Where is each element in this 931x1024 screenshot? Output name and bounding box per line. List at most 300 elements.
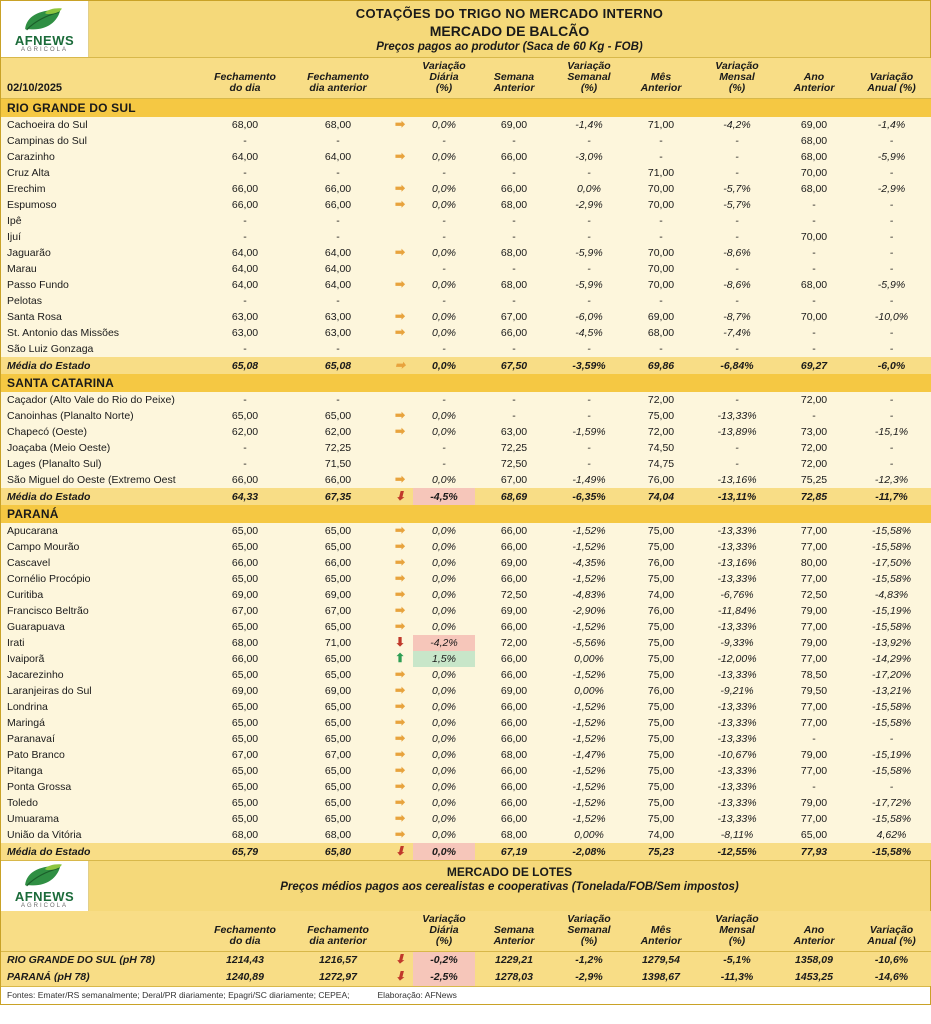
cell-month-prev: 71,00 xyxy=(625,117,697,133)
table-row xyxy=(1,229,931,245)
cell-monthly-var: -9,21% xyxy=(697,683,777,699)
cell-week-prev: 68,00 xyxy=(475,245,553,261)
cell-close-today: 65,00 xyxy=(201,811,289,827)
arrow-flat-icon: ➡ xyxy=(394,181,406,195)
cell-monthly-var: -13,33% xyxy=(697,715,777,731)
cell-annual-var: -5,9% xyxy=(851,149,931,165)
cell-daily-var: -0,2% xyxy=(413,952,475,969)
brand-name-secondary: AFNEWS xyxy=(14,889,75,904)
table-row xyxy=(1,747,931,763)
row-city: Caçador (Alto Vale do Rio do Peixe) xyxy=(1,392,201,408)
column-header-row xyxy=(1,58,931,99)
cell-annual-var: - xyxy=(851,245,931,261)
cell-month-prev: 75,00 xyxy=(625,763,697,779)
table-row xyxy=(1,181,931,197)
cell-year-prev: 78,50 xyxy=(777,667,851,683)
cell-year-prev: - xyxy=(777,213,851,229)
cell-annual-var: -13,21% xyxy=(851,683,931,699)
lotes-titles xyxy=(89,861,930,911)
cell-close-prev: 65,00 xyxy=(289,763,387,779)
cell-month-prev: - xyxy=(625,133,697,149)
cell-month-prev: 76,00 xyxy=(625,603,697,619)
cell-close-prev: 68,00 xyxy=(289,827,387,843)
footer-elaboration: Elaboração: AFNews xyxy=(377,989,457,1000)
arrow-flat-icon: ➡ xyxy=(394,277,406,291)
table-row xyxy=(1,341,931,357)
cell-week-prev: 72,50 xyxy=(475,587,553,603)
table-row xyxy=(1,245,931,261)
cell-year-prev: - xyxy=(777,197,851,213)
row-label: Média do Estado xyxy=(1,357,201,374)
cell-month-prev: - xyxy=(625,213,697,229)
cell-monthly-var: - xyxy=(697,456,777,472)
row-city: Ivaiporã xyxy=(1,651,201,667)
row-label: RIO GRANDE DO SUL (pH 78) xyxy=(1,952,201,969)
arrow-flat-icon: ➡ xyxy=(394,827,406,841)
cell-week-prev: 69,00 xyxy=(475,555,553,571)
cell-weekly-var: -3,0% xyxy=(553,149,625,165)
cell-monthly-var: -6,84% xyxy=(697,357,777,374)
cell-close-prev: 65,00 xyxy=(289,651,387,667)
cell-month-prev: - xyxy=(625,293,697,309)
cell-close-prev: 65,00 xyxy=(289,731,387,747)
col-annual-var: Variação Anual (%) xyxy=(851,911,931,952)
cell-month-prev: 74,00 xyxy=(625,587,697,603)
table-row xyxy=(1,277,931,293)
table-row xyxy=(1,440,931,456)
cell-annual-var: - xyxy=(851,341,931,357)
row-city: Cachoeira do Sul xyxy=(1,117,201,133)
cell-weekly-var: -2,9% xyxy=(553,197,625,213)
cell-daily-var: - xyxy=(413,165,475,181)
cell-year-prev: 77,93 xyxy=(777,843,851,860)
cell-month-prev: 75,00 xyxy=(625,811,697,827)
cell-trend xyxy=(387,341,413,357)
cell-close-prev: 66,00 xyxy=(289,472,387,488)
cell-week-prev: 67,00 xyxy=(475,309,553,325)
cell-close-today: 62,00 xyxy=(201,424,289,440)
cell-month-prev: - xyxy=(625,149,697,165)
table-row xyxy=(1,683,931,699)
table-row xyxy=(1,133,931,149)
row-label: Média do Estado xyxy=(1,843,201,860)
cell-annual-var: - xyxy=(851,440,931,456)
cell-daily-var: 0,0% xyxy=(413,325,475,341)
cell-daily-var: 0,0% xyxy=(413,603,475,619)
cell-close-prev: 1272,97 xyxy=(289,969,387,986)
cell-month-prev: 72,00 xyxy=(625,392,697,408)
col-week-prev: Semana Anterior xyxy=(475,58,553,99)
cell-trend xyxy=(387,117,413,133)
row-city: Paranavaí xyxy=(1,731,201,747)
table-row xyxy=(1,795,931,811)
cell-weekly-var: - xyxy=(553,392,625,408)
row-city: Cruz Alta xyxy=(1,165,201,181)
cell-monthly-var: -13,33% xyxy=(697,811,777,827)
cell-month-prev: 75,00 xyxy=(625,667,697,683)
cell-daily-var: -2,5% xyxy=(413,969,475,986)
table-row xyxy=(1,699,931,715)
cell-weekly-var: 0,00% xyxy=(553,651,625,667)
cell-close-today: 65,00 xyxy=(201,619,289,635)
col-year-prev: Ano Anterior xyxy=(777,911,851,952)
cell-year-prev: 72,00 xyxy=(777,440,851,456)
footer-sources: Fontes: Emater/RS semanalmente; Deral/PR diariamente; Epagri/SC diariamente; CEPEA; xyxy=(7,989,350,1000)
row-city: Pelotas xyxy=(1,293,201,309)
cell-year-prev: 68,00 xyxy=(777,181,851,197)
cell-annual-var: - xyxy=(851,165,931,181)
cell-annual-var: - xyxy=(851,293,931,309)
cell-close-today: - xyxy=(201,133,289,149)
cell-weekly-var: -2,08% xyxy=(553,843,625,860)
cell-close-prev: 65,00 xyxy=(289,539,387,555)
cell-trend xyxy=(387,843,413,860)
cell-week-prev: 68,00 xyxy=(475,827,553,843)
cell-daily-var: 0,0% xyxy=(413,827,475,843)
row-city: Londrina xyxy=(1,699,201,715)
cell-week-prev: 69,00 xyxy=(475,683,553,699)
cell-weekly-var: -4,35% xyxy=(553,555,625,571)
region-name: RIO GRANDE DO SUL xyxy=(1,99,931,118)
row-city: Ijuí xyxy=(1,229,201,245)
cell-week-prev: 1229,21 xyxy=(475,952,553,969)
arrow-up-icon: ⬆ xyxy=(394,651,406,665)
arrow-flat-icon: ➡ xyxy=(394,763,406,777)
region-header-row xyxy=(1,374,931,392)
cell-month-prev: 75,23 xyxy=(625,843,697,860)
cell-weekly-var: -6,35% xyxy=(553,488,625,505)
cell-month-prev: 76,00 xyxy=(625,683,697,699)
cell-annual-var: -15,58% xyxy=(851,811,931,827)
cell-annual-var: -15,58% xyxy=(851,699,931,715)
cell-trend xyxy=(387,472,413,488)
cell-year-prev: 77,00 xyxy=(777,571,851,587)
arrow-flat-icon: ➡ xyxy=(394,811,406,825)
cell-daily-var: - xyxy=(413,261,475,277)
column-header-row xyxy=(1,911,931,952)
cell-close-today: - xyxy=(201,440,289,456)
cell-monthly-var: - xyxy=(697,133,777,149)
cell-year-prev: 79,00 xyxy=(777,747,851,763)
cell-trend xyxy=(387,245,413,261)
cell-week-prev: 67,19 xyxy=(475,843,553,860)
cell-week-prev: 68,00 xyxy=(475,197,553,213)
cell-week-prev: 66,00 xyxy=(475,715,553,731)
cell-monthly-var: -11,3% xyxy=(697,969,777,986)
cell-monthly-var: -7,4% xyxy=(697,325,777,341)
cell-annual-var: -1,4% xyxy=(851,117,931,133)
table-row xyxy=(1,293,931,309)
arrow-flat-icon: ➡ xyxy=(394,795,406,809)
cell-weekly-var: -1,52% xyxy=(553,619,625,635)
cell-close-today: 66,00 xyxy=(201,555,289,571)
cell-annual-var: - xyxy=(851,197,931,213)
cell-close-prev: 64,00 xyxy=(289,245,387,261)
cell-weekly-var: - xyxy=(553,341,625,357)
cell-daily-var: 0,0% xyxy=(413,472,475,488)
cell-monthly-var: -13,33% xyxy=(697,571,777,587)
cell-close-prev: 69,00 xyxy=(289,683,387,699)
cell-month-prev: 75,00 xyxy=(625,715,697,731)
arrow-flat-icon: ➡ xyxy=(394,587,406,601)
cell-daily-var: 0,0% xyxy=(413,181,475,197)
table-row xyxy=(1,571,931,587)
arrow-flat-icon: ➡ xyxy=(394,699,406,713)
cell-close-today: 68,00 xyxy=(201,635,289,651)
brand-logo xyxy=(1,1,89,57)
cell-year-prev: 1453,25 xyxy=(777,969,851,986)
arrow-down-icon: ⬇ xyxy=(394,843,406,858)
col-monthly-var: Variação Mensal (%) xyxy=(697,911,777,952)
cell-daily-var: 0,0% xyxy=(413,731,475,747)
cell-annual-var: - xyxy=(851,133,931,149)
cell-close-prev: 66,00 xyxy=(289,555,387,571)
cell-trend xyxy=(387,456,413,472)
cell-close-prev: 67,35 xyxy=(289,488,387,505)
cell-close-today: - xyxy=(201,229,289,245)
cell-week-prev: 66,00 xyxy=(475,699,553,715)
cell-monthly-var: -13,33% xyxy=(697,523,777,539)
cell-weekly-var: -1,52% xyxy=(553,779,625,795)
cell-annual-var: - xyxy=(851,325,931,341)
cell-weekly-var: -5,9% xyxy=(553,245,625,261)
cell-close-today: - xyxy=(201,341,289,357)
cell-close-today: 66,00 xyxy=(201,197,289,213)
cell-month-prev: 75,00 xyxy=(625,731,697,747)
cell-monthly-var: -5,7% xyxy=(697,197,777,213)
cell-close-prev: 65,08 xyxy=(289,357,387,374)
brand-tagline-secondary: AGRICOLA xyxy=(20,903,68,909)
cell-week-prev: 66,00 xyxy=(475,731,553,747)
arrow-flat-icon: ➡ xyxy=(394,555,406,569)
cell-daily-var: 0,0% xyxy=(413,699,475,715)
report-titles xyxy=(89,1,930,57)
table-row xyxy=(1,325,931,341)
report-title-main: COTAÇÕES DO TRIGO NO MERCADO INTERNO xyxy=(355,6,664,21)
cell-year-prev: 77,00 xyxy=(777,715,851,731)
cell-annual-var: -15,58% xyxy=(851,571,931,587)
lotes-title-main: MERCADO DE LOTES xyxy=(446,865,573,879)
arrow-flat-icon: ➡ xyxy=(394,731,406,745)
state-average-row xyxy=(1,357,931,374)
table-row xyxy=(1,731,931,747)
cell-monthly-var: -4,2% xyxy=(697,117,777,133)
cell-week-prev: 66,00 xyxy=(475,181,553,197)
row-city: Campinas do Sul xyxy=(1,133,201,149)
cell-weekly-var: -1,52% xyxy=(553,699,625,715)
cell-monthly-var: - xyxy=(697,149,777,165)
brand-logo-secondary xyxy=(1,861,89,911)
arrow-down-icon: ⬇ xyxy=(394,952,406,967)
cell-month-prev: 75,00 xyxy=(625,651,697,667)
cell-trend xyxy=(387,261,413,277)
cell-annual-var: - xyxy=(851,731,931,747)
cell-week-prev: 66,00 xyxy=(475,651,553,667)
cell-monthly-var: - xyxy=(697,392,777,408)
table-row xyxy=(1,667,931,683)
cell-weekly-var: - xyxy=(553,213,625,229)
cell-week-prev: - xyxy=(475,341,553,357)
cell-daily-var: 0,0% xyxy=(413,811,475,827)
cell-week-prev: 69,00 xyxy=(475,117,553,133)
cell-month-prev: 75,00 xyxy=(625,408,697,424)
cell-trend xyxy=(387,667,413,683)
cell-daily-var: -4,2% xyxy=(413,635,475,651)
cell-year-prev: 70,00 xyxy=(777,309,851,325)
row-city: Marau xyxy=(1,261,201,277)
cell-year-prev: - xyxy=(777,325,851,341)
leaf-icon xyxy=(22,7,68,33)
row-city: St. Antonio das Missões xyxy=(1,325,201,341)
cell-year-prev: - xyxy=(777,779,851,795)
cell-close-today: 65,00 xyxy=(201,667,289,683)
cell-annual-var: -12,3% xyxy=(851,472,931,488)
cell-close-prev: - xyxy=(289,392,387,408)
cell-close-today: 64,00 xyxy=(201,261,289,277)
cell-weekly-var: -1,52% xyxy=(553,731,625,747)
row-city: Irati xyxy=(1,635,201,651)
row-city: Lages (Planalto Sul) xyxy=(1,456,201,472)
cell-annual-var: -5,9% xyxy=(851,277,931,293)
cell-close-prev: 65,00 xyxy=(289,523,387,539)
report-header xyxy=(1,1,930,58)
cell-week-prev: - xyxy=(475,229,553,245)
row-city: Francisco Beltrão xyxy=(1,603,201,619)
cell-month-prev: 75,00 xyxy=(625,699,697,715)
cell-monthly-var: -13,33% xyxy=(697,779,777,795)
cell-close-today: 65,00 xyxy=(201,571,289,587)
report-date xyxy=(1,911,201,952)
cell-daily-var: 0,0% xyxy=(413,117,475,133)
cell-month-prev: 74,75 xyxy=(625,456,697,472)
row-city: Ponta Grossa xyxy=(1,779,201,795)
cell-week-prev: 67,50 xyxy=(475,357,553,374)
cell-year-prev: - xyxy=(777,731,851,747)
cell-daily-var: 0,0% xyxy=(413,763,475,779)
arrow-flat-icon: ➡ xyxy=(394,325,406,339)
table-row xyxy=(1,635,931,651)
cell-close-today: 65,00 xyxy=(201,539,289,555)
cell-close-today: 64,00 xyxy=(201,277,289,293)
cell-year-prev: 77,00 xyxy=(777,539,851,555)
cell-week-prev: 72,00 xyxy=(475,635,553,651)
cell-week-prev: 68,00 xyxy=(475,277,553,293)
cell-monthly-var: -13,33% xyxy=(697,619,777,635)
cell-month-prev: 75,00 xyxy=(625,619,697,635)
cell-monthly-var: -13,33% xyxy=(697,795,777,811)
cell-week-prev: 66,00 xyxy=(475,619,553,635)
cell-year-prev: - xyxy=(777,261,851,277)
cell-year-prev: 72,00 xyxy=(777,456,851,472)
cell-annual-var: -15,19% xyxy=(851,747,931,763)
cell-trend xyxy=(387,133,413,149)
cell-trend xyxy=(387,555,413,571)
table-row xyxy=(1,763,931,779)
cell-monthly-var: -13,33% xyxy=(697,408,777,424)
table-row xyxy=(1,424,931,440)
cell-daily-var: 0,0% xyxy=(413,523,475,539)
cell-close-today: 63,00 xyxy=(201,325,289,341)
cell-year-prev: 80,00 xyxy=(777,555,851,571)
cell-week-prev: 68,00 xyxy=(475,747,553,763)
brand-tagline: AGRICOLA xyxy=(20,46,68,53)
cell-week-prev: 66,00 xyxy=(475,149,553,165)
cell-close-today: 68,00 xyxy=(201,827,289,843)
cell-trend xyxy=(387,795,413,811)
cell-weekly-var: -1,59% xyxy=(553,424,625,440)
cell-monthly-var: -13,33% xyxy=(697,539,777,555)
cell-week-prev: 68,69 xyxy=(475,488,553,505)
cell-trend xyxy=(387,488,413,505)
cell-daily-var: - xyxy=(413,229,475,245)
cell-weekly-var: - xyxy=(553,133,625,149)
cell-trend xyxy=(387,392,413,408)
cell-annual-var: -15,58% xyxy=(851,763,931,779)
row-city: Joaçaba (Meio Oeste) xyxy=(1,440,201,456)
cell-year-prev: 72,85 xyxy=(777,488,851,505)
cell-monthly-var: -13,16% xyxy=(697,555,777,571)
cell-annual-var: -11,7% xyxy=(851,488,931,505)
cell-monthly-var: -13,11% xyxy=(697,488,777,505)
cell-month-prev: 75,00 xyxy=(625,795,697,811)
lotes-header xyxy=(1,860,930,911)
col-close-prev: Fechamento dia anterior xyxy=(289,911,387,952)
cell-daily-var: 0,0% xyxy=(413,747,475,763)
cell-close-prev: - xyxy=(289,133,387,149)
cell-annual-var: -13,92% xyxy=(851,635,931,651)
cell-weekly-var: - xyxy=(553,165,625,181)
cell-week-prev: 72,25 xyxy=(475,440,553,456)
cell-trend xyxy=(387,408,413,424)
arrow-flat-icon: ➡ xyxy=(394,619,406,633)
cell-close-today: 65,00 xyxy=(201,731,289,747)
cell-daily-var: - xyxy=(413,392,475,408)
cell-annual-var: - xyxy=(851,779,931,795)
table-row xyxy=(1,651,931,667)
cell-weekly-var: -1,52% xyxy=(553,539,625,555)
row-city: Erechim xyxy=(1,181,201,197)
cell-monthly-var: - xyxy=(697,213,777,229)
cell-weekly-var: -1,47% xyxy=(553,747,625,763)
cell-weekly-var: -1,52% xyxy=(553,667,625,683)
cell-weekly-var: -3,59% xyxy=(553,357,625,374)
cell-close-today: 64,00 xyxy=(201,149,289,165)
region-name: SANTA CATARINA xyxy=(1,374,931,392)
cell-close-today: 65,00 xyxy=(201,779,289,795)
cell-weekly-var: -1,49% xyxy=(553,472,625,488)
cell-week-prev: 66,00 xyxy=(475,539,553,555)
cell-week-prev: 63,00 xyxy=(475,424,553,440)
cell-daily-var: - xyxy=(413,456,475,472)
cell-monthly-var: -8,11% xyxy=(697,827,777,843)
cell-year-prev: 77,00 xyxy=(777,619,851,635)
cell-close-today: 65,00 xyxy=(201,763,289,779)
cell-close-today: 69,00 xyxy=(201,587,289,603)
cell-week-prev: - xyxy=(475,392,553,408)
row-city: Espumoso xyxy=(1,197,201,213)
cell-week-prev: - xyxy=(475,261,553,277)
cell-trend xyxy=(387,357,413,374)
cell-daily-var: 0,0% xyxy=(413,715,475,731)
cell-close-today: - xyxy=(201,293,289,309)
cell-monthly-var: - xyxy=(697,293,777,309)
cell-trend xyxy=(387,779,413,795)
cell-trend xyxy=(387,325,413,341)
cell-close-today: 1214,43 xyxy=(201,952,289,969)
cell-daily-var: 0,0% xyxy=(413,555,475,571)
cell-close-prev: 64,00 xyxy=(289,277,387,293)
cell-close-prev: - xyxy=(289,341,387,357)
